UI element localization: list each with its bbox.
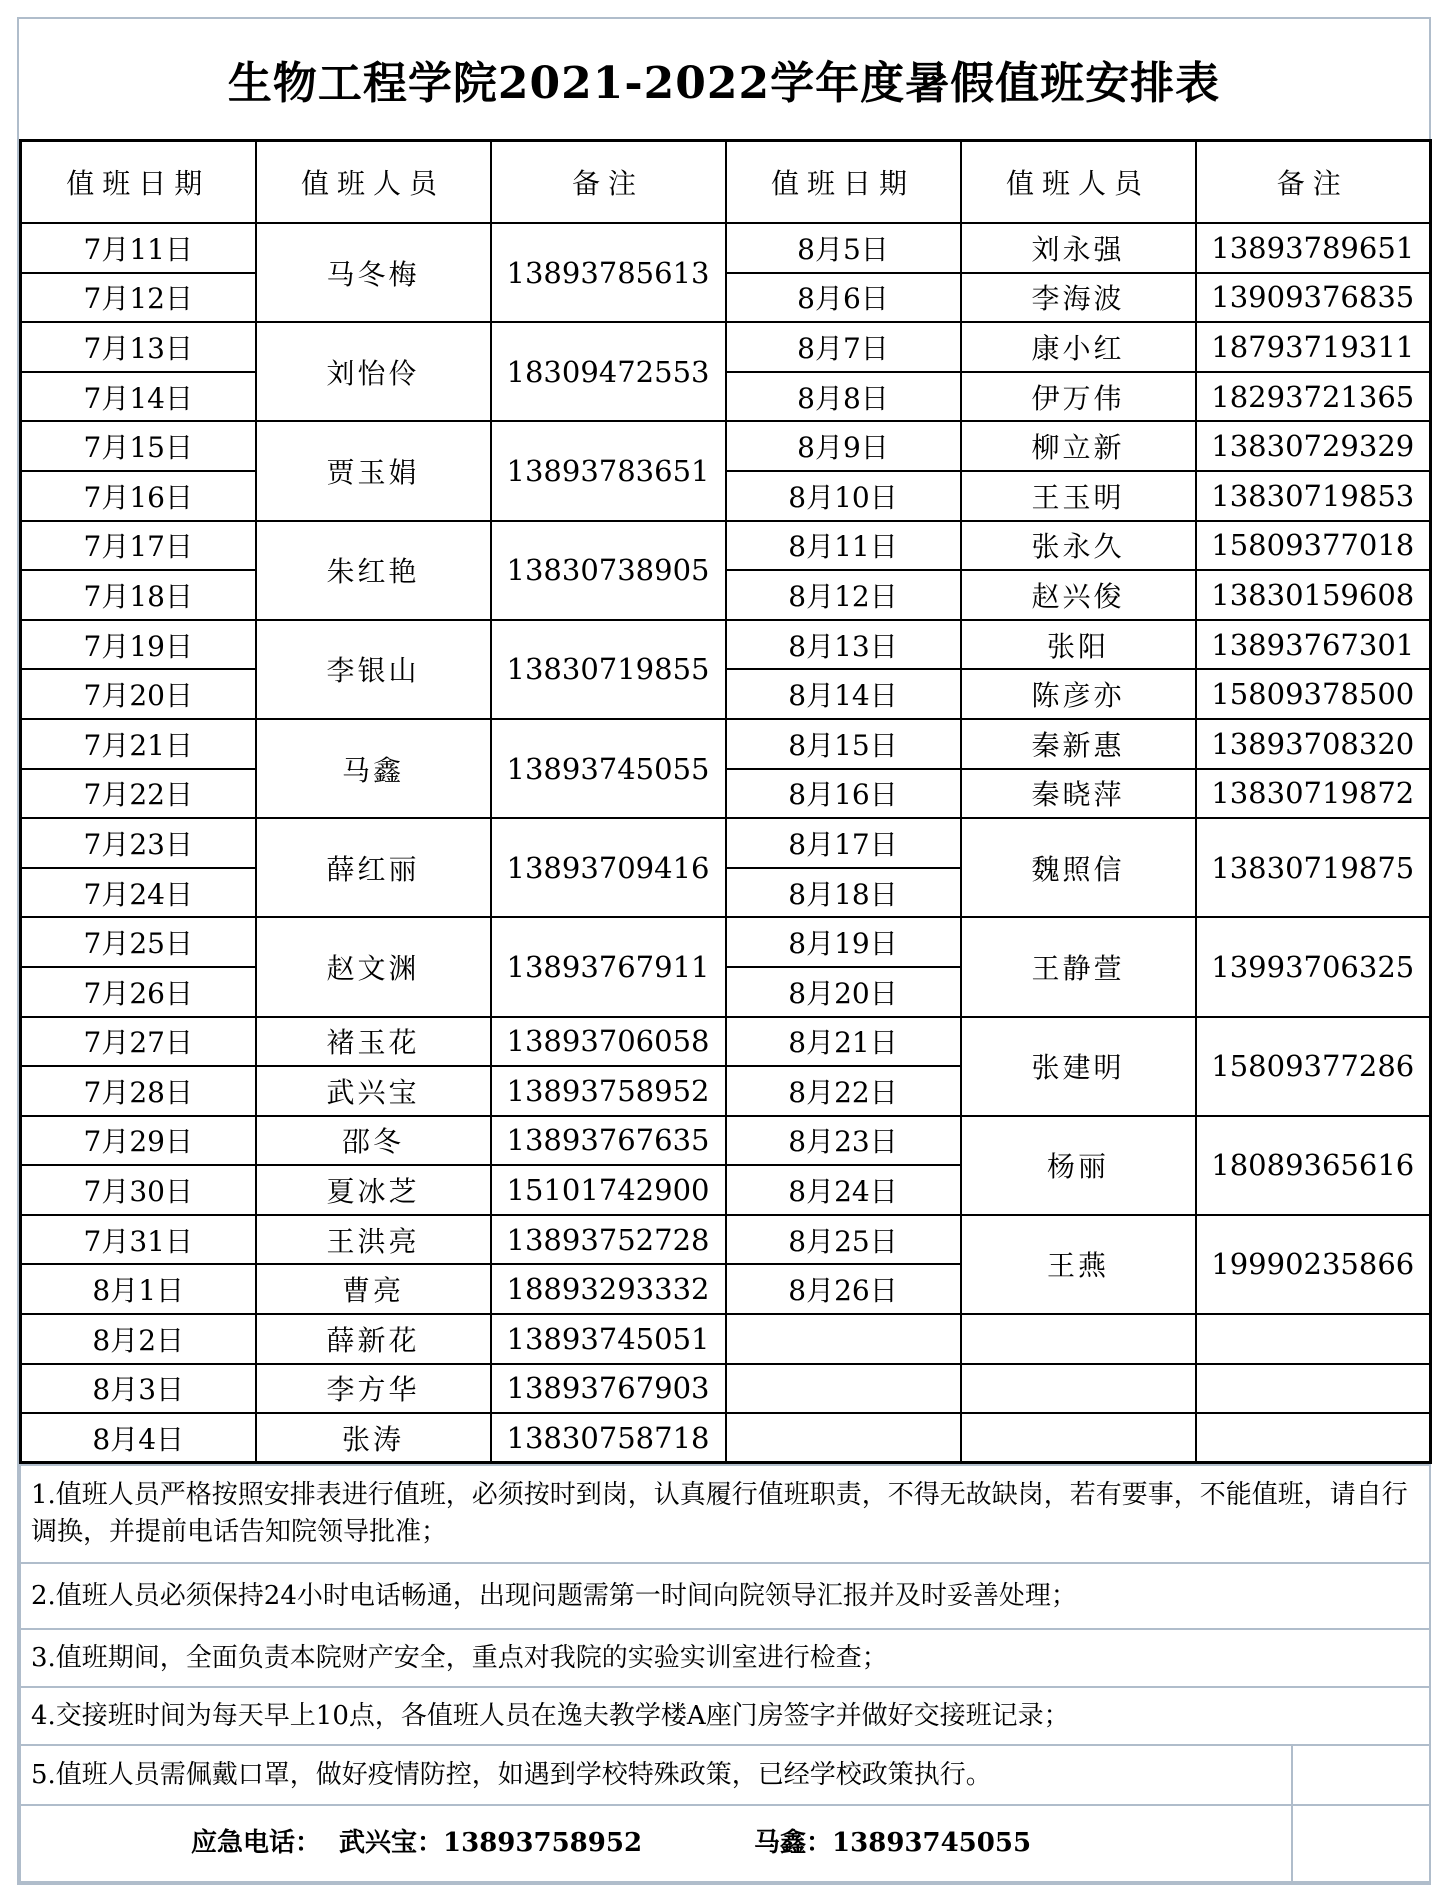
- duty-date-cell: 8月21日: [726, 1017, 961, 1067]
- duty-phone-cell: 13893783651: [491, 421, 726, 520]
- duty-phone-cell: 13893709416: [491, 818, 726, 917]
- duty-date-cell: 7月16日: [21, 471, 256, 521]
- duty-phone-cell: 18893293332: [491, 1264, 726, 1314]
- note-text: 4.交接班时间为每天早上10点，各值班人员在逸夫教学楼A座门房签字并做好交接班记录；: [20, 1687, 1430, 1745]
- duty-person-cell: 李海波: [961, 273, 1196, 323]
- duty-date-cell: 8月19日: [726, 917, 961, 967]
- duty-phone-cell: 13993706325: [1196, 917, 1431, 1016]
- duty-person-cell: 武兴宝: [256, 1066, 491, 1116]
- duty-person-cell: 赵兴俊: [961, 570, 1196, 620]
- duty-date-cell: 8月10日: [726, 471, 961, 521]
- duty-phone-cell: 18089365616: [1196, 1116, 1431, 1215]
- duty-date-cell: 8月3日: [21, 1364, 256, 1414]
- schedule-sheet: [17, 17, 1431, 1885]
- table-row: [21, 1364, 1431, 1414]
- duty-date-cell: [726, 1314, 961, 1364]
- duty-phone-cell: 13893767301: [1196, 620, 1431, 670]
- duty-person-cell: 薛新花: [256, 1314, 491, 1364]
- table-row: [21, 223, 1431, 273]
- duty-person-cell: 薛红丽: [256, 818, 491, 917]
- duty-date-cell: 8月11日: [726, 521, 961, 571]
- duty-phone-cell: 13893706058: [491, 1017, 726, 1067]
- emergency-line: [20, 1805, 1292, 1882]
- duty-phone-cell: 15101742900: [491, 1165, 726, 1215]
- duty-phone-cell: 15809377018: [1196, 521, 1431, 571]
- duty-date-cell: [726, 1413, 961, 1463]
- notes-table: [19, 1464, 1431, 1883]
- table-row: [21, 1017, 1431, 1067]
- emergency-contact1-phone: 13893758952: [443, 1828, 643, 1858]
- empty-side-cell: [1292, 1805, 1430, 1882]
- duty-person-cell: 张阳: [961, 620, 1196, 670]
- table-row: [21, 421, 1431, 471]
- note-text: 1.值班人员严格按照安排表进行值班，必须按时到岗，认真履行值班职责，不得无故缺岗，若有要事，不能值班，请自行调换，并提前电话告知院领导批准；: [20, 1465, 1430, 1563]
- duty-person-cell: 张永久: [961, 521, 1196, 571]
- emergency-label: 应急电话：: [191, 1828, 322, 1858]
- duty-phone-cell: 15809378500: [1196, 669, 1431, 719]
- table-row: [21, 1116, 1431, 1166]
- duty-table-body: [21, 223, 1431, 1463]
- duty-person-cell: 王静萱: [961, 917, 1196, 1016]
- duty-phone-cell: 13893745051: [491, 1314, 726, 1364]
- table-row: [21, 372, 1431, 422]
- duty-date-cell: 7月14日: [21, 372, 256, 422]
- table-row: [21, 818, 1431, 868]
- duty-date-cell: 8月26日: [726, 1264, 961, 1314]
- duty-person-cell: 秦晓萍: [961, 769, 1196, 819]
- table-row: [21, 1314, 1431, 1364]
- table-row: [21, 1413, 1431, 1463]
- duty-date-cell: 7月13日: [21, 322, 256, 372]
- duty-date-cell: 8月9日: [726, 421, 961, 471]
- duty-date-cell: 8月14日: [726, 669, 961, 719]
- duty-phone-cell: 18309472553: [491, 322, 726, 421]
- duty-date-cell: 7月17日: [21, 521, 256, 571]
- duty-date-cell: 8月12日: [726, 570, 961, 620]
- duty-date-cell: 7月25日: [21, 917, 256, 967]
- table-row: [21, 669, 1431, 719]
- duty-phone-cell: 13893789651: [1196, 223, 1431, 273]
- notes-table-body: [20, 1465, 1430, 1882]
- duty-phone-cell: 13893758952: [491, 1066, 726, 1116]
- duty-phone-cell: 13830159608: [1196, 570, 1431, 620]
- duty-date-cell: 8月23日: [726, 1116, 961, 1166]
- duty-table: [19, 139, 1432, 1464]
- duty-date-cell: 8月20日: [726, 967, 961, 1017]
- duty-date-cell: 7月22日: [21, 769, 256, 819]
- duty-phone-cell: 13830719875: [1196, 818, 1431, 917]
- duty-phone-cell: 13893745055: [491, 719, 726, 818]
- emergency-contact2-phone: 13893745055: [832, 1828, 1032, 1858]
- table-row: [21, 570, 1431, 620]
- duty-date-cell: 7月11日: [21, 223, 256, 273]
- duty-person-cell: 陈彦亦: [961, 669, 1196, 719]
- duty-date-cell: 7月26日: [21, 967, 256, 1017]
- duty-date-cell: 8月4日: [21, 1413, 256, 1463]
- page-title: 生物工程学院2021-2022学年度暑假值班安排表: [227, 58, 1221, 109]
- duty-person-cell: 赵文渊: [256, 917, 491, 1016]
- duty-person-cell: 柳立新: [961, 421, 1196, 471]
- duty-phone-cell: 13893752728: [491, 1215, 726, 1265]
- duty-person-cell: 邵冬: [256, 1116, 491, 1166]
- duty-phone-cell: 13909376835: [1196, 273, 1431, 323]
- duty-person-cell: 夏冰芝: [256, 1165, 491, 1215]
- duty-person-cell: 张涛: [256, 1413, 491, 1463]
- duty-date-cell: 7月23日: [21, 818, 256, 868]
- duty-header-cell: 备注: [1196, 141, 1431, 224]
- note-row: [20, 1687, 1430, 1745]
- table-row: [21, 1215, 1431, 1265]
- duty-person-cell: 曹亮: [256, 1264, 491, 1314]
- duty-date-cell: 8月13日: [726, 620, 961, 670]
- duty-date-cell: 8月8日: [726, 372, 961, 422]
- duty-date-cell: 7月12日: [21, 273, 256, 323]
- duty-date-cell: 7月21日: [21, 719, 256, 769]
- duty-person-cell: 李银山: [256, 620, 491, 719]
- duty-date-cell: 7月24日: [21, 868, 256, 918]
- duty-date-cell: 8月22日: [726, 1066, 961, 1116]
- duty-person-cell: 康小红: [961, 322, 1196, 372]
- duty-person-cell: 褚玉花: [256, 1017, 491, 1067]
- duty-person-cell: 马鑫: [256, 719, 491, 818]
- note-row: [20, 1629, 1430, 1687]
- duty-person-cell: [961, 1413, 1196, 1463]
- duty-date-cell: 7月28日: [21, 1066, 256, 1116]
- table-row: [21, 719, 1431, 769]
- duty-header-cell: 备注: [491, 141, 726, 224]
- note-text: 3.值班期间，全面负责本院财产安全，重点对我院的实验实训室进行检查；: [20, 1629, 1430, 1687]
- empty-side-cell: [1292, 1745, 1430, 1805]
- duty-date-cell: 7月19日: [21, 620, 256, 670]
- note-row: [20, 1745, 1430, 1805]
- duty-header-cell: 值班人员: [961, 141, 1196, 224]
- note-row: [20, 1563, 1430, 1629]
- duty-date-cell: 8月25日: [726, 1215, 961, 1265]
- duty-date-cell: 7月18日: [21, 570, 256, 620]
- duty-phone-cell: 13893708320: [1196, 719, 1431, 769]
- duty-header-cell: 值班人员: [256, 141, 491, 224]
- duty-person-cell: 王燕: [961, 1215, 1196, 1314]
- duty-person-cell: 刘永强: [961, 223, 1196, 273]
- duty-person-cell: 魏照信: [961, 818, 1196, 917]
- duty-person-cell: 杨丽: [961, 1116, 1196, 1215]
- duty-phone-cell: 13893767911: [491, 917, 726, 1016]
- duty-phone-cell: 18793719311: [1196, 322, 1431, 372]
- duty-person-cell: 秦新惠: [961, 719, 1196, 769]
- note-text: 2.值班人员必须保持24小时电话畅通，出现问题需第一时间向院领导汇报并及时妥善处理；: [20, 1563, 1430, 1629]
- table-row: [21, 620, 1431, 670]
- duty-person-cell: 马冬梅: [256, 223, 491, 322]
- duty-person-cell: [961, 1364, 1196, 1414]
- table-row: [21, 322, 1431, 372]
- duty-date-cell: 8月2日: [21, 1314, 256, 1364]
- table-row: [21, 273, 1431, 323]
- duty-date-cell: 8月24日: [726, 1165, 961, 1215]
- duty-phone-cell: [1196, 1364, 1431, 1414]
- duty-phone-cell: 13830729329: [1196, 421, 1431, 471]
- duty-date-cell: 7月29日: [21, 1116, 256, 1166]
- duty-date-cell: [726, 1364, 961, 1414]
- table-row: [21, 917, 1431, 967]
- duty-date-cell: 7月20日: [21, 669, 256, 719]
- table-row: [21, 471, 1431, 521]
- duty-phone-cell: 18293721365: [1196, 372, 1431, 422]
- table-row: [21, 769, 1431, 819]
- duty-person-cell: 张建明: [961, 1017, 1196, 1116]
- duty-phone-cell: 13893785613: [491, 223, 726, 322]
- emergency-contact1-name: 武兴宝：: [339, 1828, 444, 1858]
- duty-phone-cell: 13830758718: [491, 1413, 726, 1463]
- duty-date-cell: 7月15日: [21, 421, 256, 471]
- duty-date-cell: 8月1日: [21, 1264, 256, 1314]
- duty-date-cell: 8月17日: [726, 818, 961, 868]
- duty-date-cell: 8月16日: [726, 769, 961, 819]
- duty-phone-cell: 13830738905: [491, 521, 726, 620]
- duty-person-cell: 王玉明: [961, 471, 1196, 521]
- note-text: 5.值班人员需佩戴口罩，做好疫情防控，如遇到学校特殊政策，已经学校政策执行。: [20, 1745, 1292, 1805]
- duty-date-cell: 7月27日: [21, 1017, 256, 1067]
- emergency-row: [20, 1805, 1430, 1882]
- duty-phone-cell: 13830719855: [491, 620, 726, 719]
- duty-person-cell: 伊万伟: [961, 372, 1196, 422]
- duty-table-header-row: [21, 141, 1431, 224]
- table-row: [21, 521, 1431, 571]
- duty-person-cell: 李方华: [256, 1364, 491, 1414]
- duty-date-cell: 7月30日: [21, 1165, 256, 1215]
- note-row: [20, 1465, 1430, 1563]
- duty-phone-cell: 13893767635: [491, 1116, 726, 1166]
- duty-phone-cell: 19990235866: [1196, 1215, 1431, 1314]
- duty-date-cell: 8月5日: [726, 223, 961, 273]
- duty-person-cell: 贾玉娟: [256, 421, 491, 520]
- duty-phone-cell: 15809377286: [1196, 1017, 1431, 1116]
- duty-header-cell: 值班日期: [726, 141, 961, 224]
- duty-phone-cell: 13830719872: [1196, 769, 1431, 819]
- duty-phone-cell: [1196, 1413, 1431, 1463]
- emergency-contact2-name: 马鑫：: [754, 1828, 833, 1858]
- duty-header-cell: 值班日期: [21, 141, 256, 224]
- duty-date-cell: 8月6日: [726, 273, 961, 323]
- duty-person-cell: 刘怡伶: [256, 322, 491, 421]
- duty-phone-cell: 13893767903: [491, 1364, 726, 1414]
- duty-person-cell: 王洪亮: [256, 1215, 491, 1265]
- duty-date-cell: 7月31日: [21, 1215, 256, 1265]
- duty-date-cell: 8月18日: [726, 868, 961, 918]
- duty-date-cell: 8月7日: [726, 322, 961, 372]
- duty-phone-cell: 13830719853: [1196, 471, 1431, 521]
- duty-phone-cell: [1196, 1314, 1431, 1364]
- duty-person-cell: 朱红艳: [256, 521, 491, 620]
- duty-date-cell: 8月15日: [726, 719, 961, 769]
- duty-person-cell: [961, 1314, 1196, 1364]
